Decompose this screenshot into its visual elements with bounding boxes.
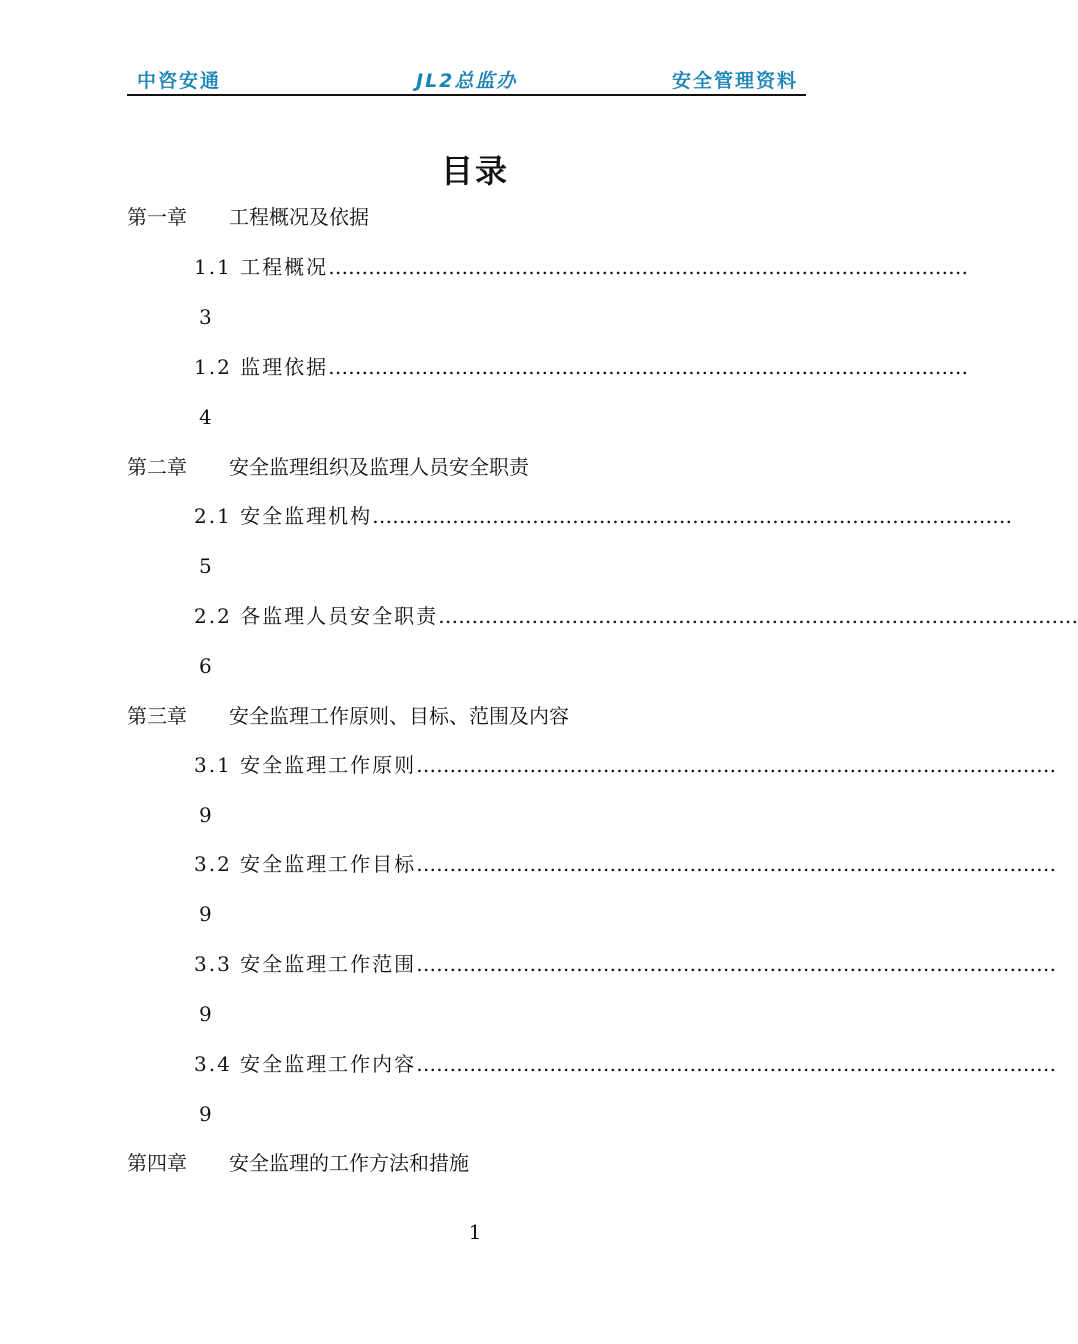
toc-leader-dots: …………………………………………………………………………………… [328,355,969,379]
chapter-title: 安全监理组织及监理人员安全职责 [229,455,529,479]
chapter-title: 安全监理的工作方法和措施 [229,1151,469,1175]
page-footer-number: 1 [468,1220,482,1244]
toc-entry[interactable] [194,752,1057,778]
toc-entry[interactable] [194,503,1013,529]
header-office: JL2总监办 [416,70,518,92]
toc-page-number: 5 [199,554,212,578]
toc-entry-label: 2.2 各监理人员安全职责 [194,604,439,628]
toc-entry-label: 1.1 工程概况 [194,255,329,279]
toc-leader-dots: …………………………………………………………………………………… [328,255,969,279]
toc-leader-dots: …………………………………………………………………………………… [416,1052,1057,1076]
toc-page-number: 9 [199,902,212,926]
toc-entry-label: 2.1 安全监理机构 [194,504,373,528]
chapter-number: 第四章 [127,1151,187,1175]
toc-page-number: 6 [199,654,212,678]
toc-entry-label: 1.2 监理依据 [194,355,329,379]
header-doc-type: 安全管理资料 [671,70,798,92]
chapter-heading[interactable] [127,703,569,729]
chapter-heading[interactable] [127,454,529,480]
toc-entry[interactable] [194,851,1057,877]
header-company: 中咨安通 [137,70,222,92]
toc-page-number: 4 [199,405,212,429]
chapter-number: 第一章 [127,205,187,229]
toc-entry-label: 3.1 安全监理工作原则 [194,753,417,777]
toc-entry-label: 3.3 安全监理工作范围 [194,952,417,976]
toc-page-number: 3 [199,305,212,329]
toc-leader-dots: …………………………………………………………………………………… [416,852,1057,876]
toc-entry[interactable] [194,254,969,280]
toc-leader-dots: …………………………………………………………………………………… [416,753,1057,777]
toc-title: 目录 [440,152,509,190]
toc-entry[interactable] [194,951,1057,977]
chapter-title: 安全监理工作原则、目标、范围及内容 [229,704,569,728]
toc-entry-label: 3.4 安全监理工作内容 [194,1052,417,1076]
page-header [127,66,806,96]
toc-leader-dots: …………………………………………………………………………………… [416,952,1057,976]
toc-leader-dots: …………………………………………………………………………………… [438,604,1078,628]
chapter-number: 第二章 [127,455,187,479]
toc-entry[interactable] [194,1051,1057,1077]
chapter-title: 工程概况及依据 [229,205,369,229]
chapter-number: 第三章 [127,704,187,728]
toc-page-number: 9 [199,803,212,827]
toc-entry[interactable] [194,603,1078,629]
chapter-heading[interactable] [127,204,369,230]
toc-entry[interactable] [194,354,969,380]
toc-page-number: 9 [199,1102,212,1126]
chapter-heading[interactable] [127,1150,469,1176]
toc-entry-label: 3.2 安全监理工作目标 [194,852,417,876]
toc-leader-dots: …………………………………………………………………………………… [372,504,1013,528]
toc-page-number: 9 [199,1002,212,1026]
